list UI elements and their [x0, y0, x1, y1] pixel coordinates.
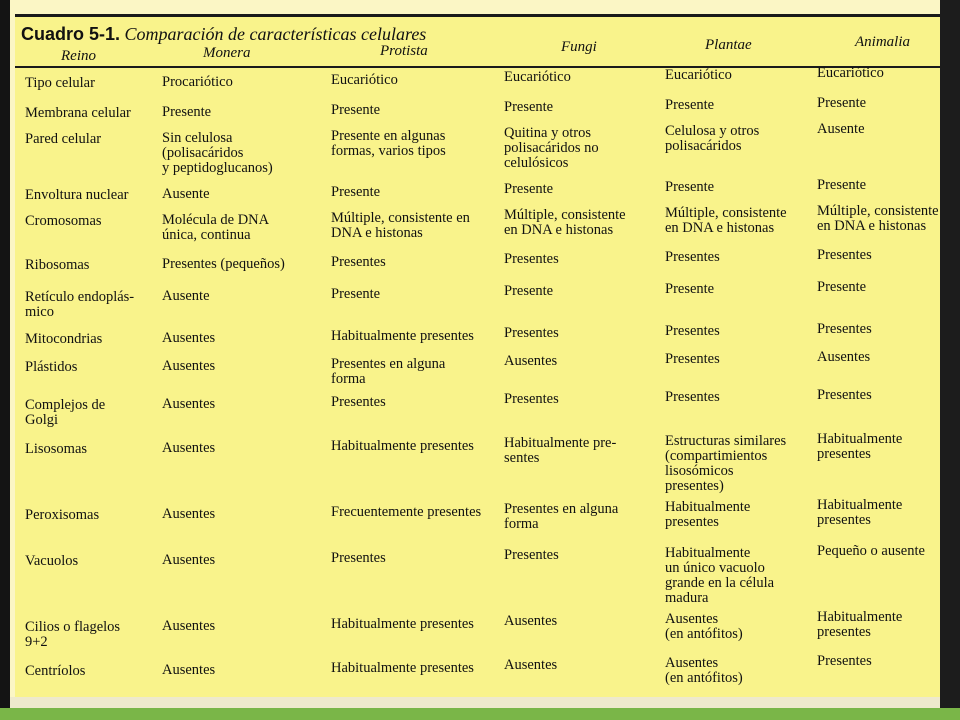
cell-animalia: Ausente — [817, 121, 865, 137]
cell-monera: Presentes (pequeños) — [162, 256, 285, 272]
cell-animalia: Presente — [817, 279, 867, 295]
right-margin — [940, 0, 960, 720]
cell-animalia: Múltiple, consistente en DNA e histonas — [817, 203, 939, 234]
cell-plantae: Presentes — [665, 351, 720, 367]
cell-protista: Presente — [331, 184, 381, 200]
cell-monera: Molécula de DNA única, continua — [162, 212, 270, 243]
cell-fungi: Presente — [504, 283, 554, 299]
header-protista: Protista — [380, 43, 428, 59]
cell-animalia: Habitualmente presentes — [817, 609, 903, 640]
row-label: Complejos de Golgi — [25, 397, 106, 428]
row-label: Membrana celular — [25, 105, 131, 121]
header-animalia: Animalia — [855, 34, 910, 50]
cell-protista: Múltiple, consistente en DNA e histonas — [331, 210, 470, 241]
row-label: Envoltura nuclear — [25, 187, 129, 203]
row-label: Centríolos — [25, 663, 86, 679]
row-label: Plástidos — [25, 359, 78, 375]
header-reino: Reino — [61, 48, 96, 64]
header-plantae: Plantae — [705, 37, 752, 53]
cell-animalia: Ausentes — [817, 349, 871, 365]
cell-animalia: Eucariótico — [817, 65, 884, 81]
cell-fungi: Presentes — [504, 325, 559, 341]
header-rule — [15, 66, 940, 68]
cell-plantae: Eucariótico — [665, 67, 732, 83]
cell-animalia: Habitualmente presentes — [817, 431, 903, 462]
cell-animalia: Presentes — [817, 387, 872, 403]
cell-fungi: Presente — [504, 99, 554, 115]
cell-monera: Ausentes — [162, 440, 216, 456]
cell-monera: Presente — [162, 104, 212, 120]
row-label: Lisosomas — [25, 441, 88, 457]
cell-monera: Ausente — [162, 288, 210, 304]
cell-monera: Ausentes — [162, 618, 216, 634]
cell-protista: Habitualmente presentes — [331, 660, 474, 676]
cell-plantae: Estructuras similares (compartimientos lisosómicos presentes) — [665, 433, 787, 494]
cell-plantae: Celulosa y otros polisacáridos — [665, 123, 760, 154]
cell-fungi: Ausentes — [504, 353, 558, 369]
cell-fungi: Presentes — [504, 547, 559, 563]
cell-protista: Habitualmente presentes — [331, 616, 474, 632]
cell-monera: Ausentes — [162, 506, 216, 522]
cell-animalia: Pequeño o ausente — [817, 543, 925, 559]
cell-protista: Presentes en alguna forma — [331, 356, 446, 387]
row-label: Cromosomas — [25, 213, 102, 229]
slide-bottom-bar — [0, 708, 960, 720]
row-label: Pared celular — [25, 131, 102, 147]
cell-monera: Sin celulosa (polisacáridos y peptidoglucanos) — [162, 130, 273, 176]
cell-fungi: Ausentes — [504, 657, 558, 673]
cell-plantae: Habitualmente presentes — [665, 499, 751, 530]
page-bottom-strip — [10, 697, 940, 708]
cell-fungi: Quitina y otros polisacáridos no celulósicos — [504, 125, 599, 171]
cell-protista: Presentes — [331, 550, 386, 566]
row-label: Cilios o flagelos 9+2 — [25, 619, 121, 650]
cell-animalia: Presente — [817, 177, 867, 193]
cell-fungi: Presentes — [504, 391, 559, 407]
cell-protista: Presentes — [331, 254, 386, 270]
cell-protista: Eucariótico — [331, 72, 398, 88]
cell-protista: Presente — [331, 102, 381, 118]
cell-plantae: Presentes — [665, 249, 720, 265]
cell-plantae: Presente — [665, 179, 715, 195]
cell-fungi: Ausentes — [504, 613, 558, 629]
table-top-rule — [15, 14, 940, 17]
cell-plantae: Presentes — [665, 323, 720, 339]
cell-plantae: Habitualmente un único vacuolo grande en la célula madura — [665, 545, 775, 606]
row-label: Mitocondrias — [25, 331, 103, 347]
cell-animalia: Habitualmente presentes — [817, 497, 903, 528]
cell-monera: Ausente — [162, 186, 210, 202]
cell-fungi: Múltiple, consistente en DNA e histonas — [504, 207, 626, 238]
cell-plantae: Presente — [665, 97, 715, 113]
row-label: Ribosomas — [25, 257, 90, 273]
row-label: Peroxisomas — [25, 507, 100, 523]
cell-monera: Ausentes — [162, 662, 216, 678]
cell-protista: Presentes — [331, 394, 386, 410]
cell-fungi: Eucariótico — [504, 69, 571, 85]
table-caption — [21, 24, 426, 45]
cell-animalia: Presentes — [817, 321, 872, 337]
cell-protista: Frecuentemente presentes — [331, 504, 482, 520]
cell-fungi: Habitualmente pre- sentes — [504, 435, 617, 466]
cell-monera: Ausentes — [162, 552, 216, 568]
cell-plantae: Ausentes (en antófitos) — [665, 655, 743, 686]
cell-protista: Habitualmente presentes — [331, 438, 474, 454]
left-margin — [0, 0, 10, 720]
cell-plantae: Múltiple, consistente en DNA e histonas — [665, 205, 787, 236]
row-label: Vacuolos — [25, 553, 79, 569]
cell-plantae: Presente — [665, 281, 715, 297]
cell-animalia: Presente — [817, 95, 867, 111]
cell-animalia: Presentes — [817, 653, 872, 669]
book-page — [10, 0, 940, 708]
cell-monera: Procariótico — [162, 74, 233, 90]
cell-plantae: Presentes — [665, 389, 720, 405]
cell-monera: Ausentes — [162, 396, 216, 412]
row-label: Tipo celular — [25, 75, 95, 91]
cell-monera: Ausentes — [162, 330, 216, 346]
cell-plantae: Ausentes (en antófitos) — [665, 611, 743, 642]
cell-protista: Presente en algunas formas, varios tipos — [331, 128, 446, 159]
cell-fungi: Presentes en alguna forma — [504, 501, 619, 532]
cell-fungi: Presente — [504, 181, 554, 197]
cell-animalia: Presentes — [817, 247, 872, 263]
header-monera: Monera — [203, 45, 251, 61]
row-label: Retículo endoplás- mico — [25, 289, 135, 320]
table-number: Cuadro 5-1. — [21, 24, 121, 44]
cell-protista: Presente — [331, 286, 381, 302]
header-fungi: Fungi — [561, 39, 597, 55]
table-title: Comparación de características celulares — [124, 24, 427, 44]
cell-fungi: Presentes — [504, 251, 559, 267]
comparison-table — [15, 14, 940, 697]
cell-monera: Ausentes — [162, 358, 216, 374]
cell-protista: Habitualmente presentes — [331, 328, 474, 344]
